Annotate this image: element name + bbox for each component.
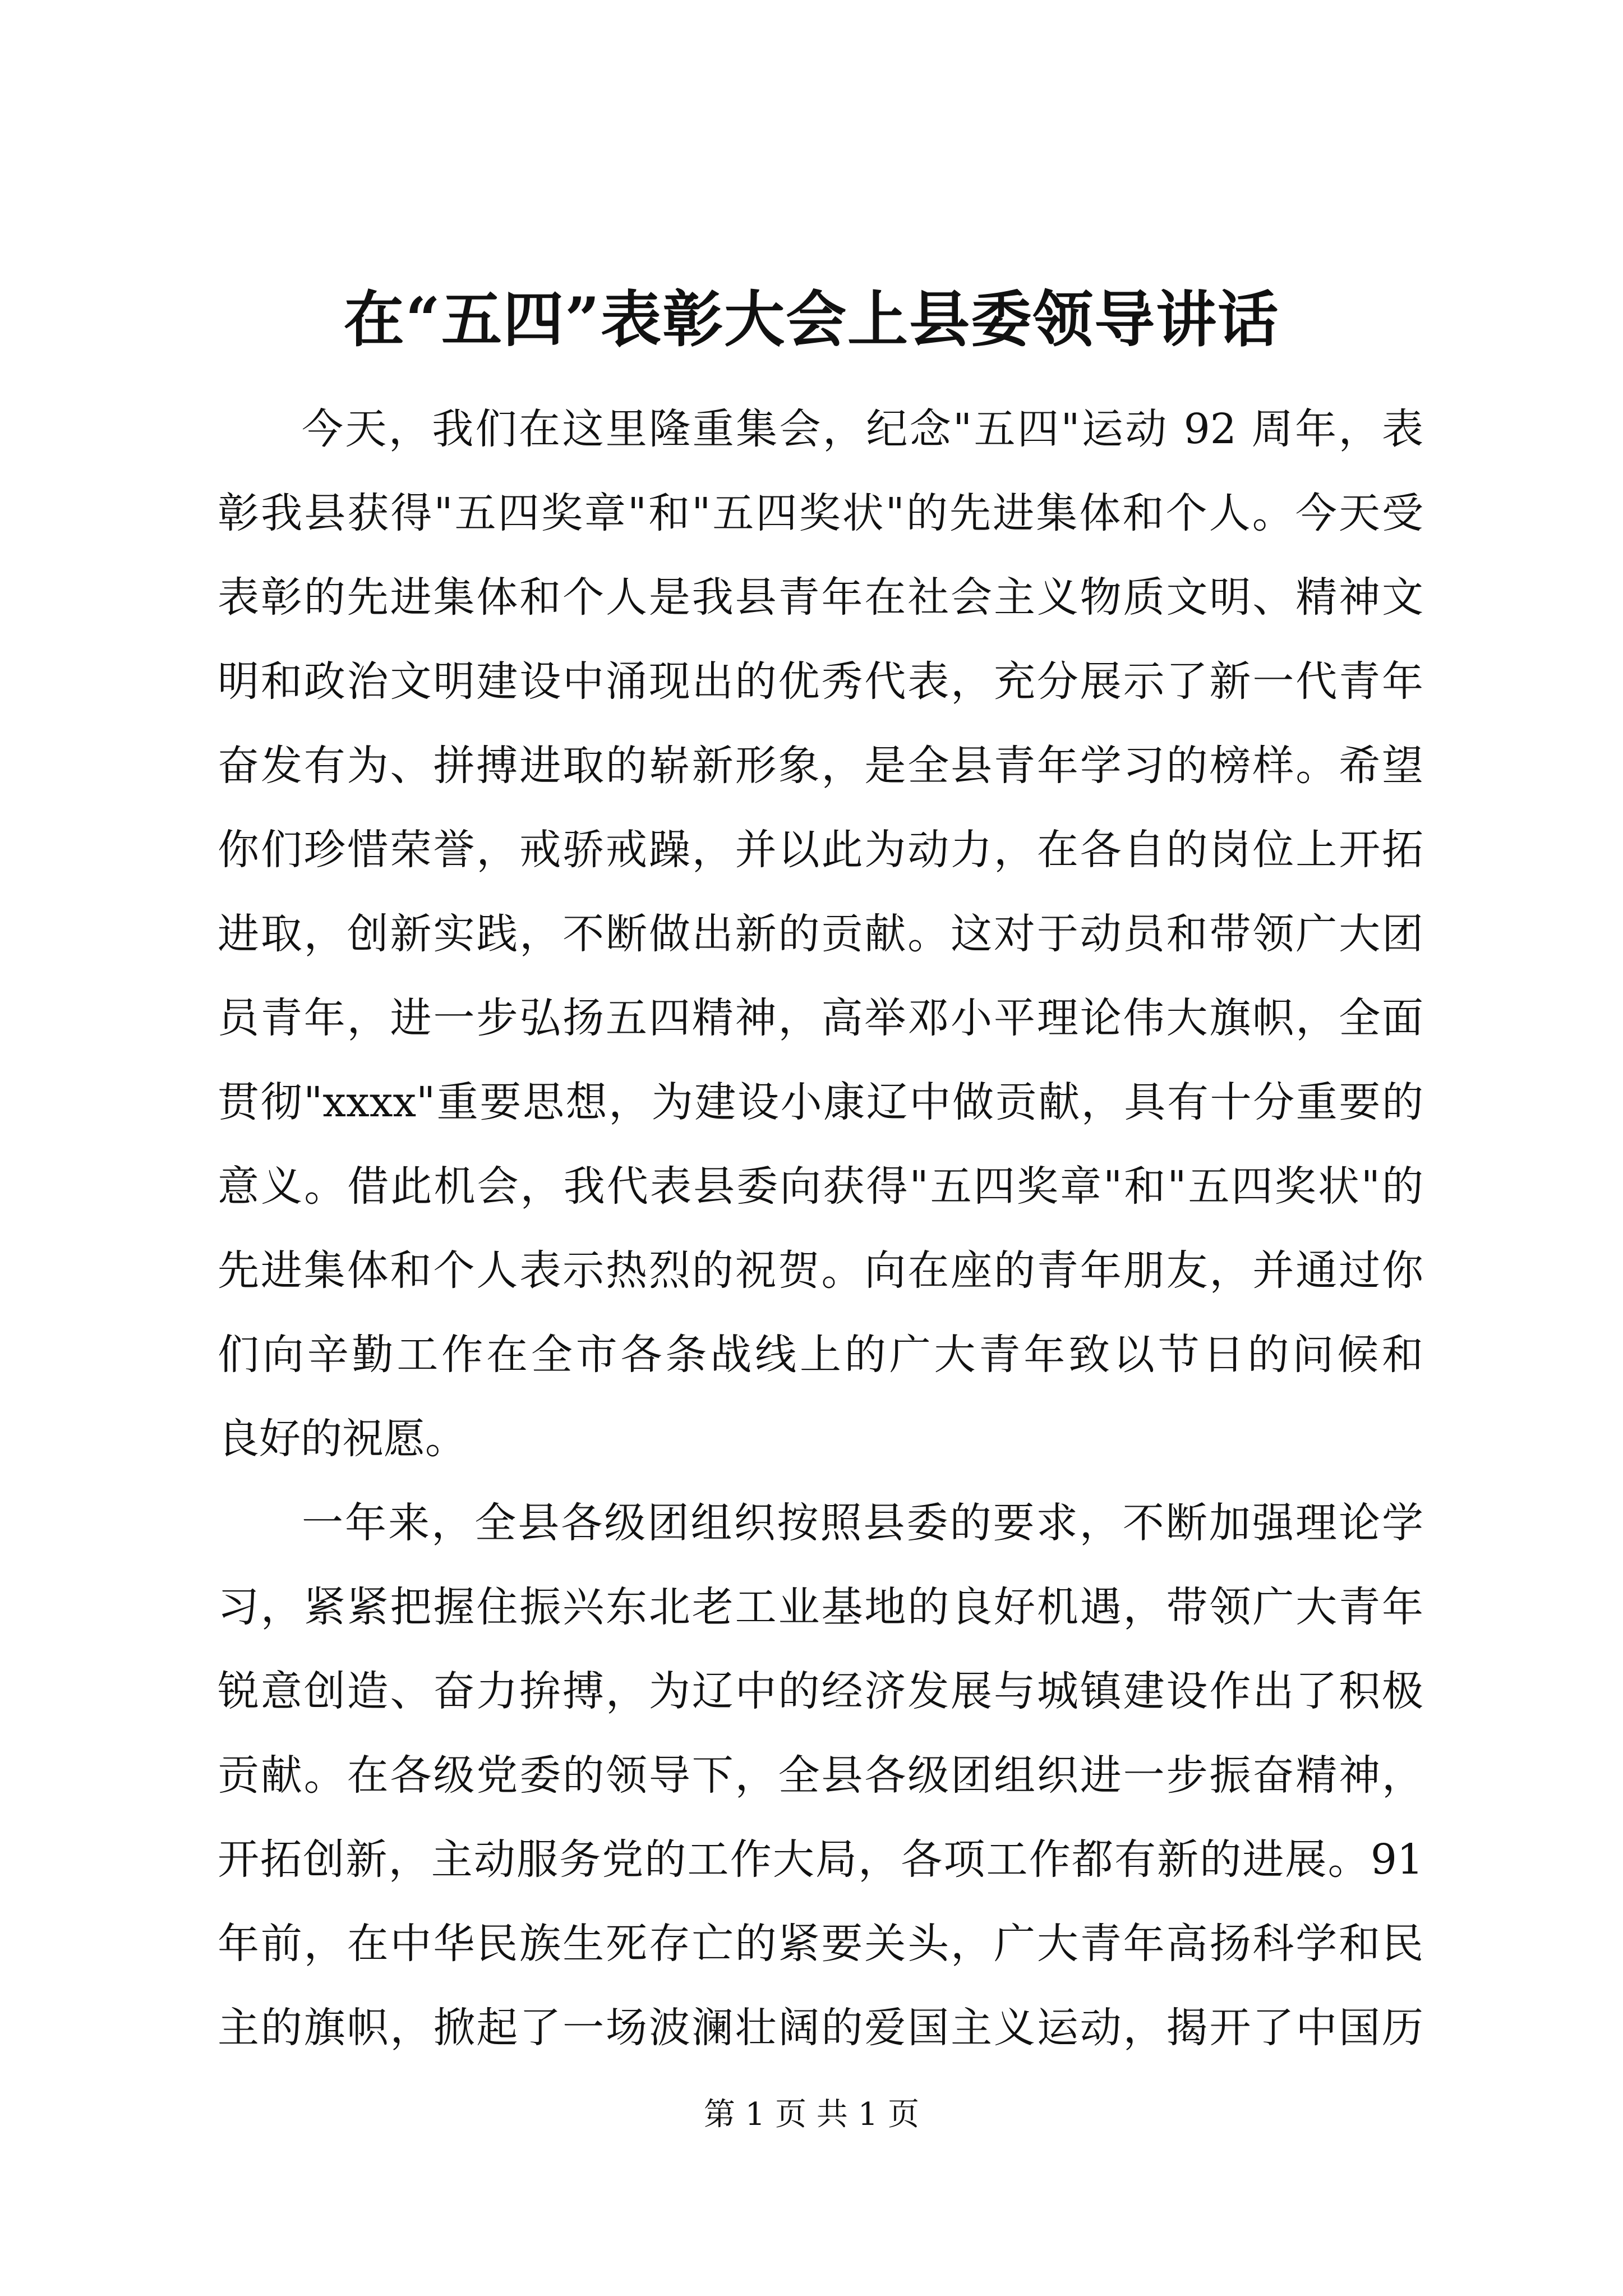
paragraph-2-line-1: 一年来，全县各级团组织按照县委的要求，不断加强理论学 (302, 1499, 1423, 1547)
paragraph-1-line-4: 明和政治文明建设中涌现出的优秀代表，充分展示了新一代青年 (218, 657, 1423, 706)
paragraph-1-line-9: 贯彻"xxxx"重要思想，为建设小康辽中做贡献，具有十分重要的 (218, 1078, 1423, 1126)
paragraph-2-line-2: 习，紧紧把握住振兴东北老工业基地的良好机遇，带领广大青年 (218, 1583, 1423, 1631)
paragraph-1-line-5: 奋发有为、拼搏进取的崭新形象，是全县青年学习的榜样。希望 (218, 742, 1423, 790)
paragraph-2-line-3: 锐意创造、奋力拚搏，为辽中的经济发展与城镇建设作出了积极 (218, 1667, 1423, 1715)
paragraph-2-line-4: 贡献。在各级党委的领导下，全县各级团组织进一步振奋精神， (218, 1751, 1423, 1800)
paragraph-2-line-7: 主的旗帜，掀起了一场波澜壮阔的爱国主义运动，揭开了中国历 (218, 2004, 1423, 2052)
document-body (218, 387, 1423, 2070)
paragraph-1-line-1: 今天，我们在这里隆重集会，纪念"五四"运动 92 周年，表 (302, 405, 1423, 453)
page-number-footer: 第 1 页 共 1 页 (703, 2096, 920, 2133)
paragraph-1-line-13: 良好的祝愿。 (218, 1415, 467, 1463)
document-title: 在“五四”表彰大会上县委领导讲话 (343, 284, 1280, 355)
paragraph-1-line-10: 意义。借此机会，我代表县委向获得"五四奖章"和"五四奖状"的 (218, 1162, 1423, 1211)
paragraph-1-line-12: 们向辛勤工作在全市各条战线上的广大青年致以节日的问候和 (218, 1331, 1423, 1379)
paragraph-2-line-5: 开拓创新，主动服务党的工作大局，各项工作都有新的进展。91 (218, 1835, 1423, 1884)
paragraph-1-line-6: 你们珍惜荣誉，戒骄戒躁，并以此为动力，在各自的岗位上开拓 (218, 826, 1423, 874)
paragraph-1-line-3: 表彰的先进集体和个人是我县青年在社会主义物质文明、精神文 (218, 573, 1423, 622)
paragraph-1-line-2: 彰我县获得"五四奖章"和"五四奖状"的先进集体和个人。今天受 (218, 489, 1423, 537)
paragraph-1-line-7: 进取，创新实践，不断做出新的贡献。这对于动员和带领广大团 (218, 910, 1423, 958)
paragraph-2-line-6: 年前，在中华民族生死存亡的紧要关头，广大青年高扬科学和民 (218, 1920, 1423, 1968)
paragraph-1-line-8: 员青年，进一步弘扬五四精神，高举邓小平理论伟大旗帜，全面 (218, 994, 1423, 1042)
paragraph-1-line-11: 先进集体和个人表示热烈的祝贺。向在座的青年朋友，并通过你 (218, 1246, 1423, 1295)
